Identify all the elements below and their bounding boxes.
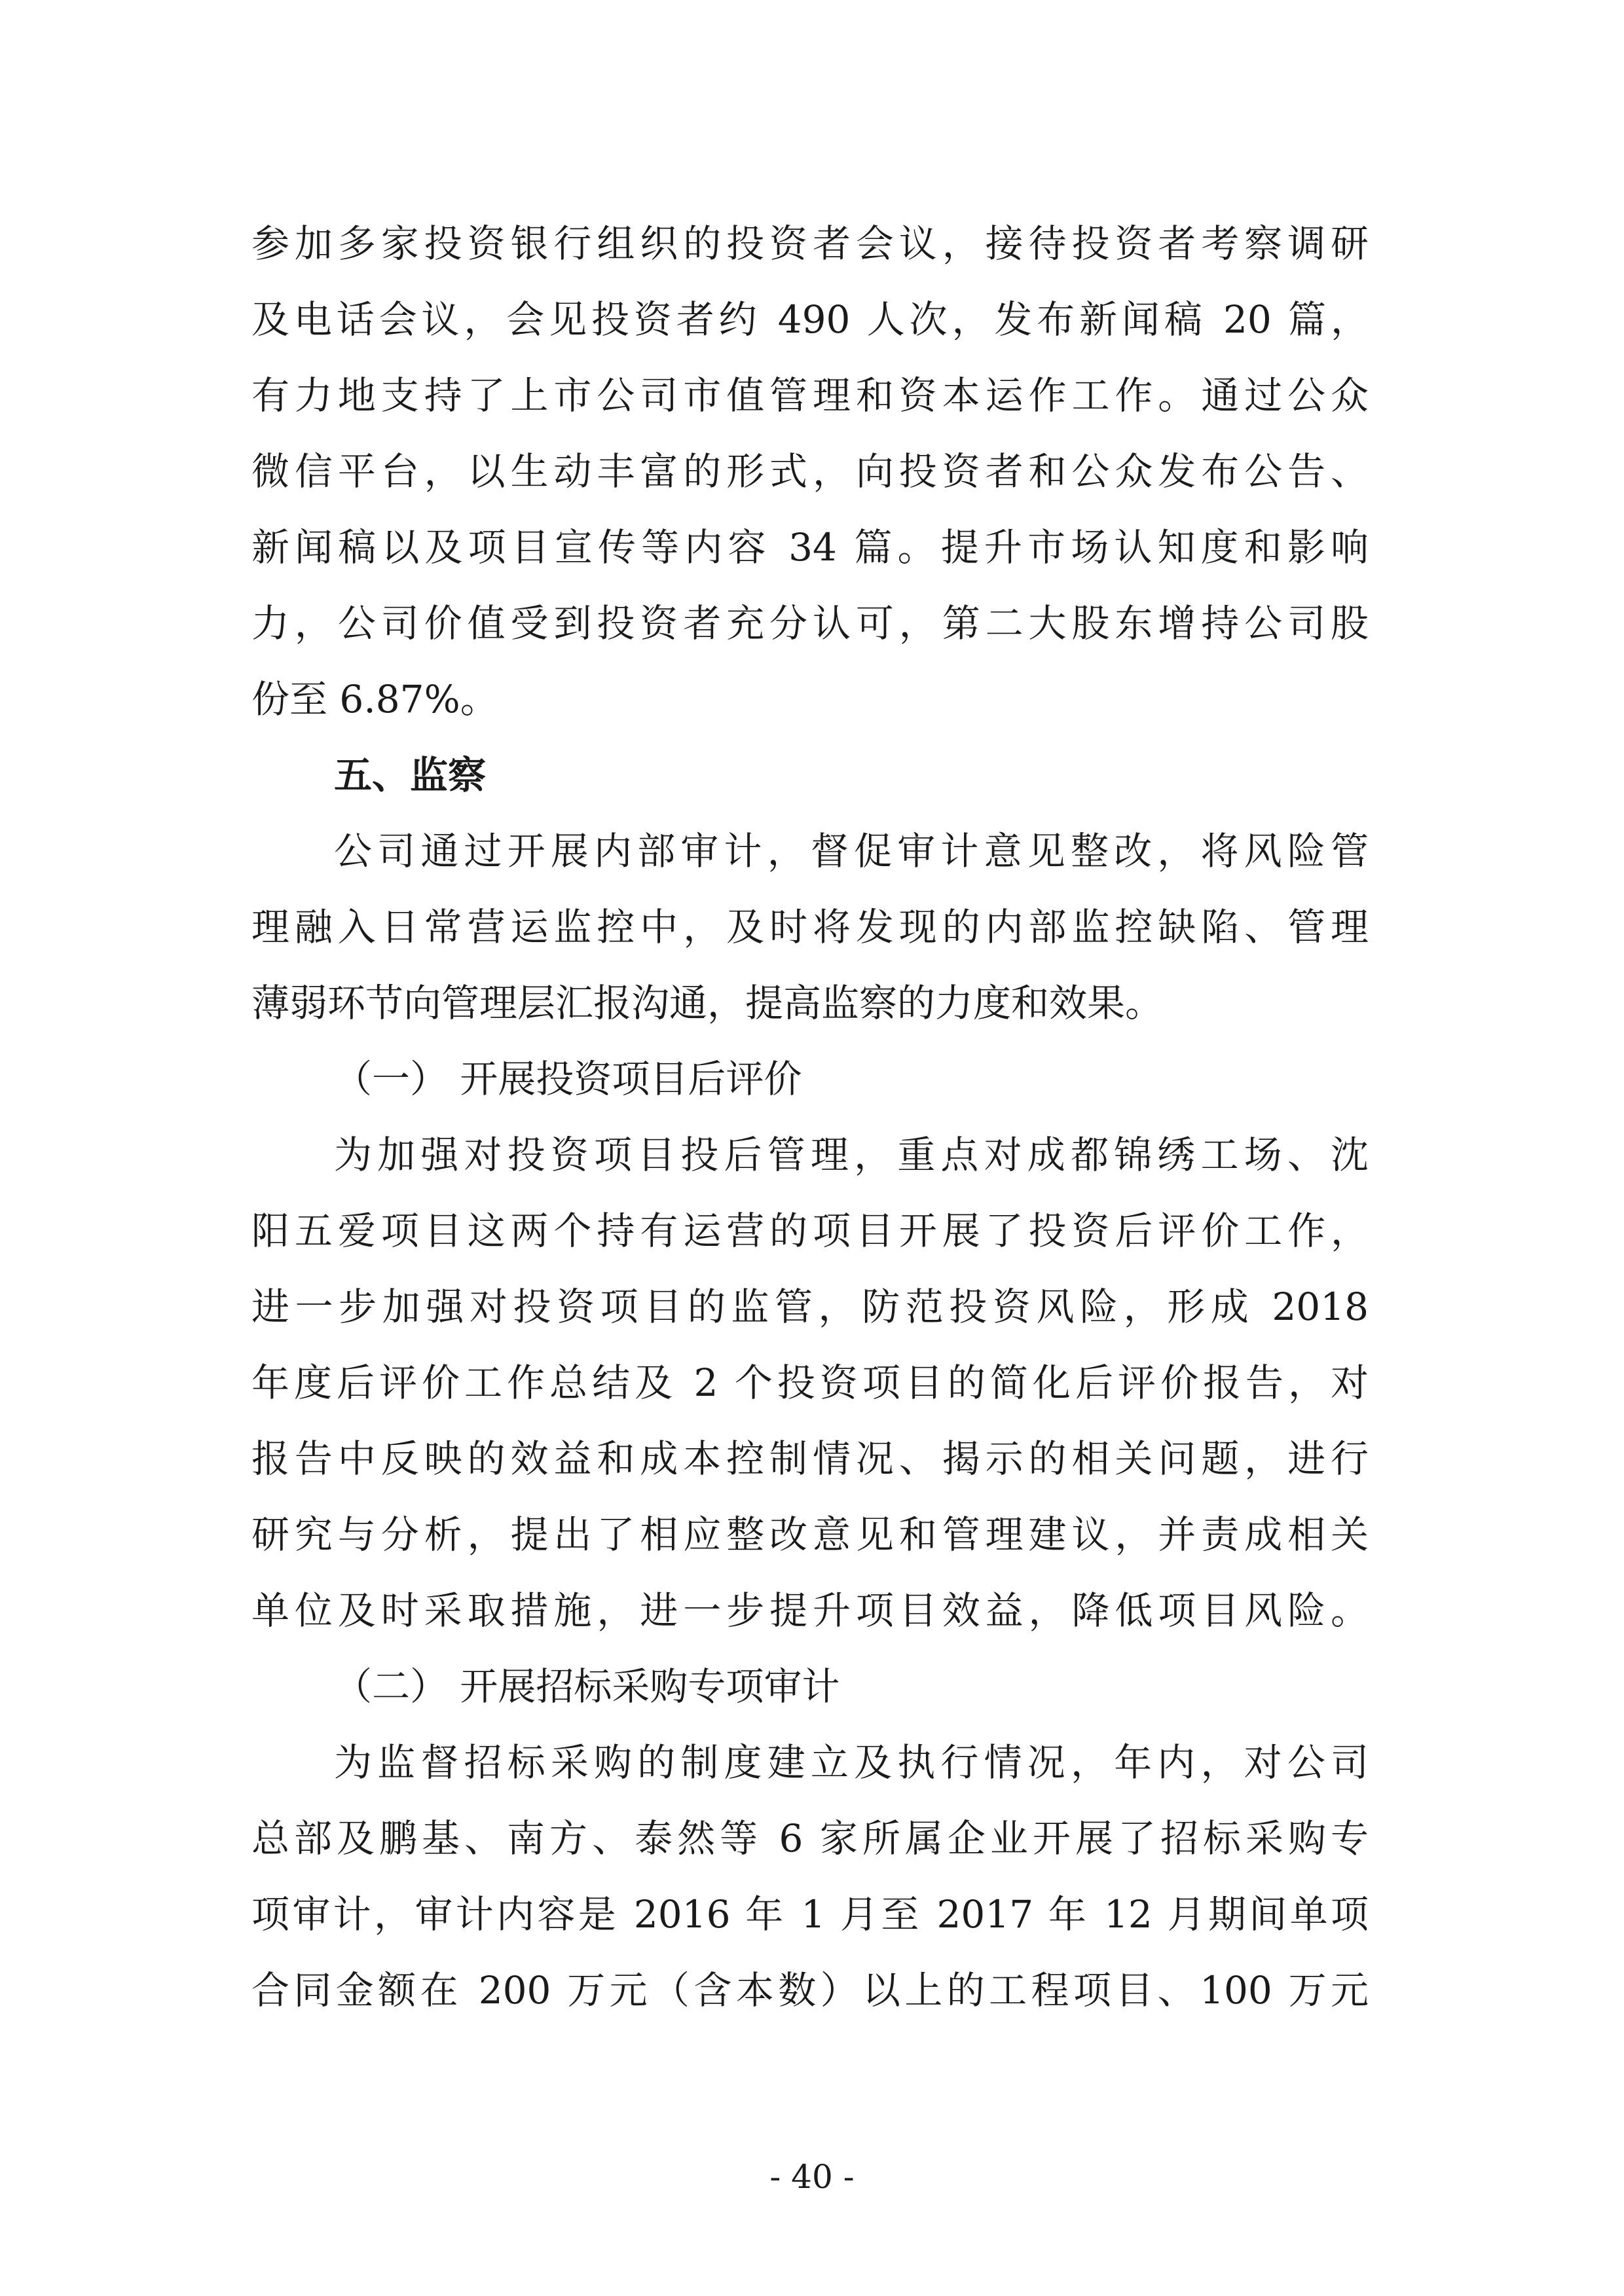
page-number: - 40 - <box>769 2158 855 2196</box>
body-text-line: 年度后评价工作总结及 2 个投资项目的简化后评价报告，对 <box>251 1360 1369 1405</box>
subsection-heading: （一） 开展投资项目后评价 <box>334 1057 802 1101</box>
section-heading: 五、监察 <box>334 753 487 797</box>
body-text-line: 研究与分析，提出了相应整改意见和管理建议，并责成相关 <box>251 1512 1369 1557</box>
body-text-line: 有力地支持了上市公司市值管理和资本运作工作。通过公众 <box>251 373 1369 418</box>
body-text-line: 阳五爱项目这两个持有运营的项目开展了投资后评价工作， <box>251 1209 1369 1253</box>
body-text-line: 理融入日常营运监控中，及时将发现的内部监控缺陷、管理 <box>251 905 1369 949</box>
body-text-line: 单位及时采取措施，进一步提升项目效益，降低项目风险。 <box>251 1588 1369 1633</box>
body-text-line: 项审计，审计内容是 2016 年 1 月至 2017 年 12 月期间单项 <box>251 1892 1369 1937</box>
body-text-line: 及电话会议，会见投资者约 490 人次，发布新闻稿 20 篇， <box>251 297 1369 342</box>
body-text-line: 报告中反映的效益和成本控制情况、揭示的相关问题，进行 <box>251 1436 1369 1481</box>
body-text-line: 合同金额在 200 万元（含本数）以上的工程项目、100 万元 <box>251 1968 1369 2013</box>
body-text-line: 微信平台，以生动丰富的形式，向投资者和公众发布公告、 <box>251 449 1369 494</box>
paragraph-first-line: 公司通过开展内部审计，督促审计意见整改，将风险管 <box>334 829 1369 873</box>
body-text-line: 参加多家投资银行组织的投资者会议，接待投资者考察调研 <box>251 221 1369 266</box>
paragraph-first-line: 为加强对投资项目投后管理，重点对成都锦绣工场、沈 <box>334 1133 1369 1177</box>
paragraph-first-line: 为监督招标采购的制度建立及执行情况，年内，对公司 <box>334 1740 1369 1785</box>
body-text-line: 总部及鹏基、南方、泰然等 6 家所属企业开展了招标采购专 <box>251 1816 1369 1861</box>
body-text-line: 新闻稿以及项目宣传等内容 34 篇。提升市场认知度和影响 <box>251 525 1369 570</box>
subsection-heading: （二） 开展招标采购专项审计 <box>334 1664 840 1709</box>
body-text-line: 薄弱环节向管理层汇报沟通，提高监察的力度和效果。 <box>251 981 1164 1025</box>
body-text-line: 进一步加强对投资项目的监管，防范投资风险，形成 2018 <box>251 1285 1369 1329</box>
body-text-line: 力，公司价值受到投资者充分认可，第二大股东增持公司股 <box>251 601 1369 646</box>
body-text-line: 份至 6.87%。 <box>251 677 498 721</box>
